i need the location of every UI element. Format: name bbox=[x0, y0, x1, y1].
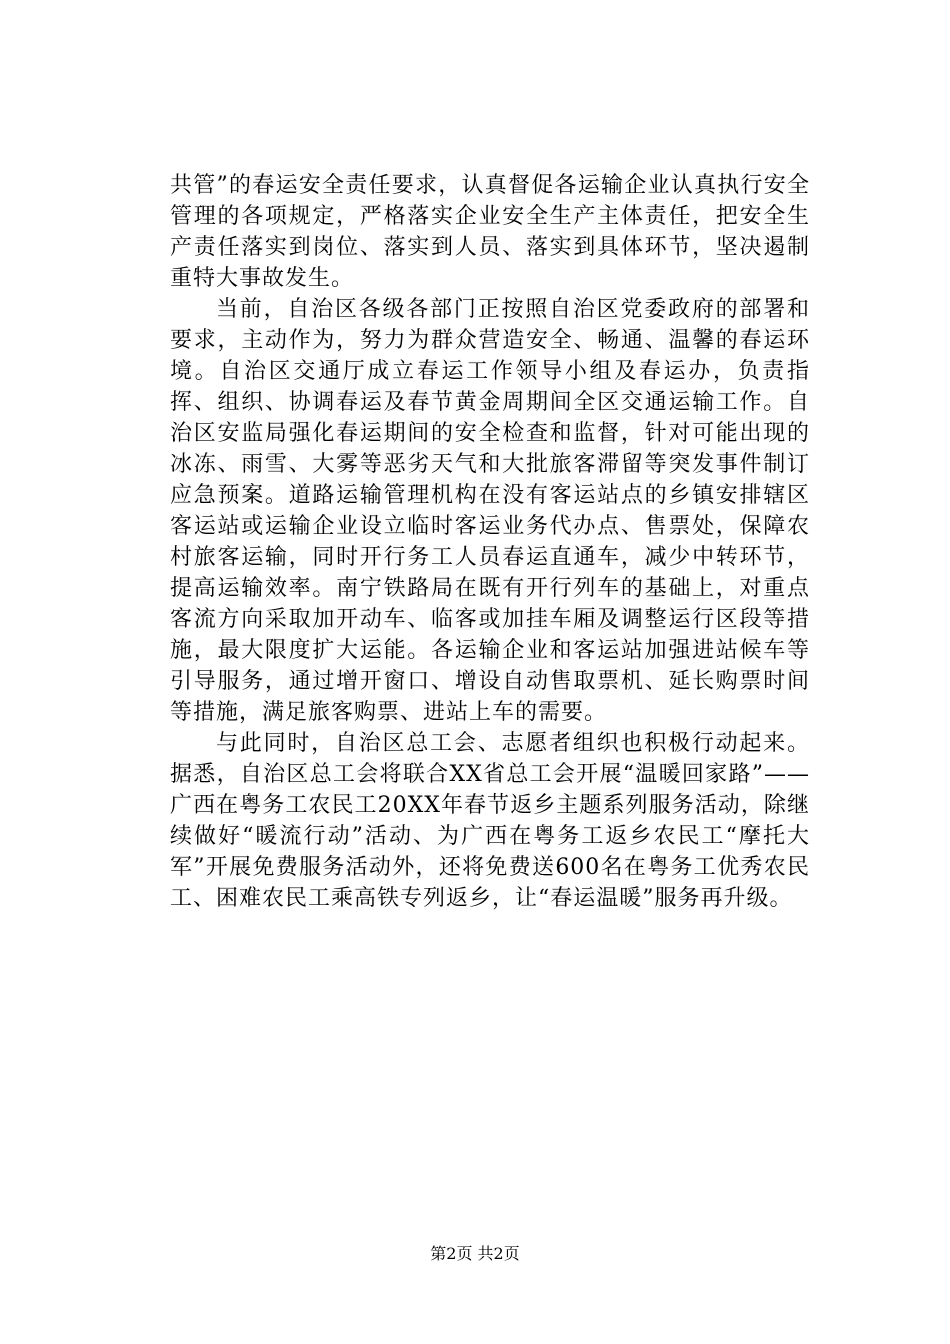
paragraph-2: 当前，自治区各级各部门正按照自治区党委政府的部署和要求，主动作为，努力为群众营造安全、畅通、温馨的春运环境。自治区交通厅成立春运工作领导小组及春运办，负责指挥、组织、协调春运及春节黄金周期间全区交通运输工作。自治区安监局强化春运期间的安全检查和监督，针对可能出现的冰冻、雨雪、大雾等恶劣天气和大批旅客滞留等突发事件制订应急预案。道路运输管理机构在没有客运站点的乡镇安排辖区客运站或运输企业设立临时客运业务代办点、售票处，保障农村旅客运输，同时开行务工人员春运直通车，减少中转环节，提高运输效率。南宁铁路局在既有开行列车的基础上，对重点客流方向采取加开动车、临客或加挂车厢及调整运行区段等措施，最大限度扩大运能。各运输企业和客运站加强进站候车等引导服务，通过增开窗口、增设自动售取票机、延长购票时间等措施，满足旅客购票、进站上车的需要。 bbox=[170, 297, 810, 725]
body-text bbox=[170, 170, 810, 914]
paragraph-3: 与此同时，自治区总工会、志愿者组织也积极行动起来。据悉，自治区总工会将联合XX省总工会开展“温暖回家路”——广西在粤务工农民工20XX年春节返乡主题系列服务活动，除继续做好“暖流行动”活动、为广西在粤务工返乡农民工“摩托大军”开展免费服务活动外，还将免费送600名在粤务工优秀农民工、困难农民工乘高铁专列返乡，让“春运温暖”服务再升级。 bbox=[170, 731, 810, 911]
paragraph-1: 共管”的春运安全责任要求，认真督促各运输企业认真执行安全管理的各项规定，严格落实企业安全生产主体责任，把安全生产责任落实到岗位、落实到人员、落实到具体环节，坚决遏制重特大事故发生。 bbox=[170, 173, 810, 291]
page-footer: 第2页 共2页 bbox=[430, 1244, 520, 1263]
